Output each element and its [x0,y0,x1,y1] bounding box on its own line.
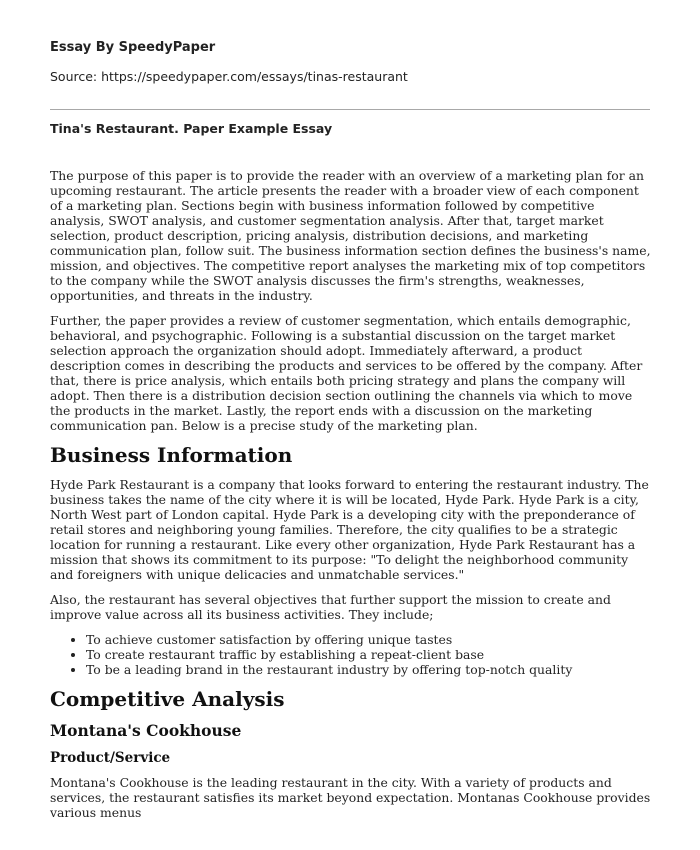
business-paragraph: Also, the restaurant has several objectives that further support the mission to create and improve value across all its business activities. They include; [50,592,611,622]
subsubsection-heading-product: Product/Service [50,750,171,766]
section-heading-competitive: Competitive Analysis [50,687,285,711]
intro-paragraph: The purpose of this paper is to provide the reader with an overview of a marketing plan for an upcoming restaurant. The article presents the reader with a broader view of each component of a marketing plan. Sections begin with business information followed by competitive analysis, SWOT analysis, and customer segmentation analysis. After that, target market selection, product description, pricing analysis, distribution decisions, and marketing communication plan, follow suit. The business information section defines the business's name, mission, and objectives. The competitive report analyses the marketing mix of top competitors to the company while the SWOT analysis discusses the firm's strengths, weaknesses, opportunities, and threats in the industry. [50,168,651,303]
document-body [50,168,652,830]
business-paragraph: Hyde Park Restaurant is a company that looks forward to entering the restaurant industry. The business takes the name of the city where it is will be located, Hyde Park. Hyde Park is a city, North West part of London capital. Hyde Park is a developing city with the preponderance of retail stores and neighboring young families. Therefore, the city qualifies to be a strategic location for running a restaurant. Like every other organization, Hyde Park Restaurant has a mission that shows its commitment to its purpose: "To delight the neighborhood community and foreigners with unique delicacies and unmatchable services." [50,477,649,582]
document-title: Tina's Restaurant. Paper Example Essay [50,121,333,136]
subsection-heading-montanas: Montana's Cookhouse [50,721,242,740]
list-item: • To achieve customer satisfaction by offering unique tastes [86,632,652,647]
brand-label: Essay By SpeedyPaper [50,40,216,55]
intro-paragraph: Further, the paper provides a review of customer segmentation, which entails demographic, behavioral, and psychographic. Following is a substantial discussion on the target market selection approach the organization should adopt. Immediately afterward, a product description comes in describing the products and services to be offered by the company. After that, there is price analysis, which entails both pricing strategy and plans the company will adopt. Then there is a distribution decision section outlining the channels via which to move the products in the market. Lastly, the report ends with a discussion on the marketing communication pan. Below is a precise study of the marketing plan. [50,313,643,433]
page-header [50,40,650,84]
objectives-list [50,632,652,677]
source-line: Source: https://speedypaper.com/essays/tinas-restaurant [50,69,408,84]
header-divider [50,109,650,110]
list-item: • To create restaurant traffic by establishing a repeat-client base [86,647,652,662]
section-heading-business: Business Information [50,443,293,467]
competitive-paragraph: Montana's Cookhouse is the leading restaurant in the city. With a variety of products and services, the restaurant satisfies its market beyond expectation. Montanas Cookhouse provides various menus [50,775,651,820]
list-item: • To be a leading brand in the restaurant industry by offering top-notch quality [86,662,652,677]
